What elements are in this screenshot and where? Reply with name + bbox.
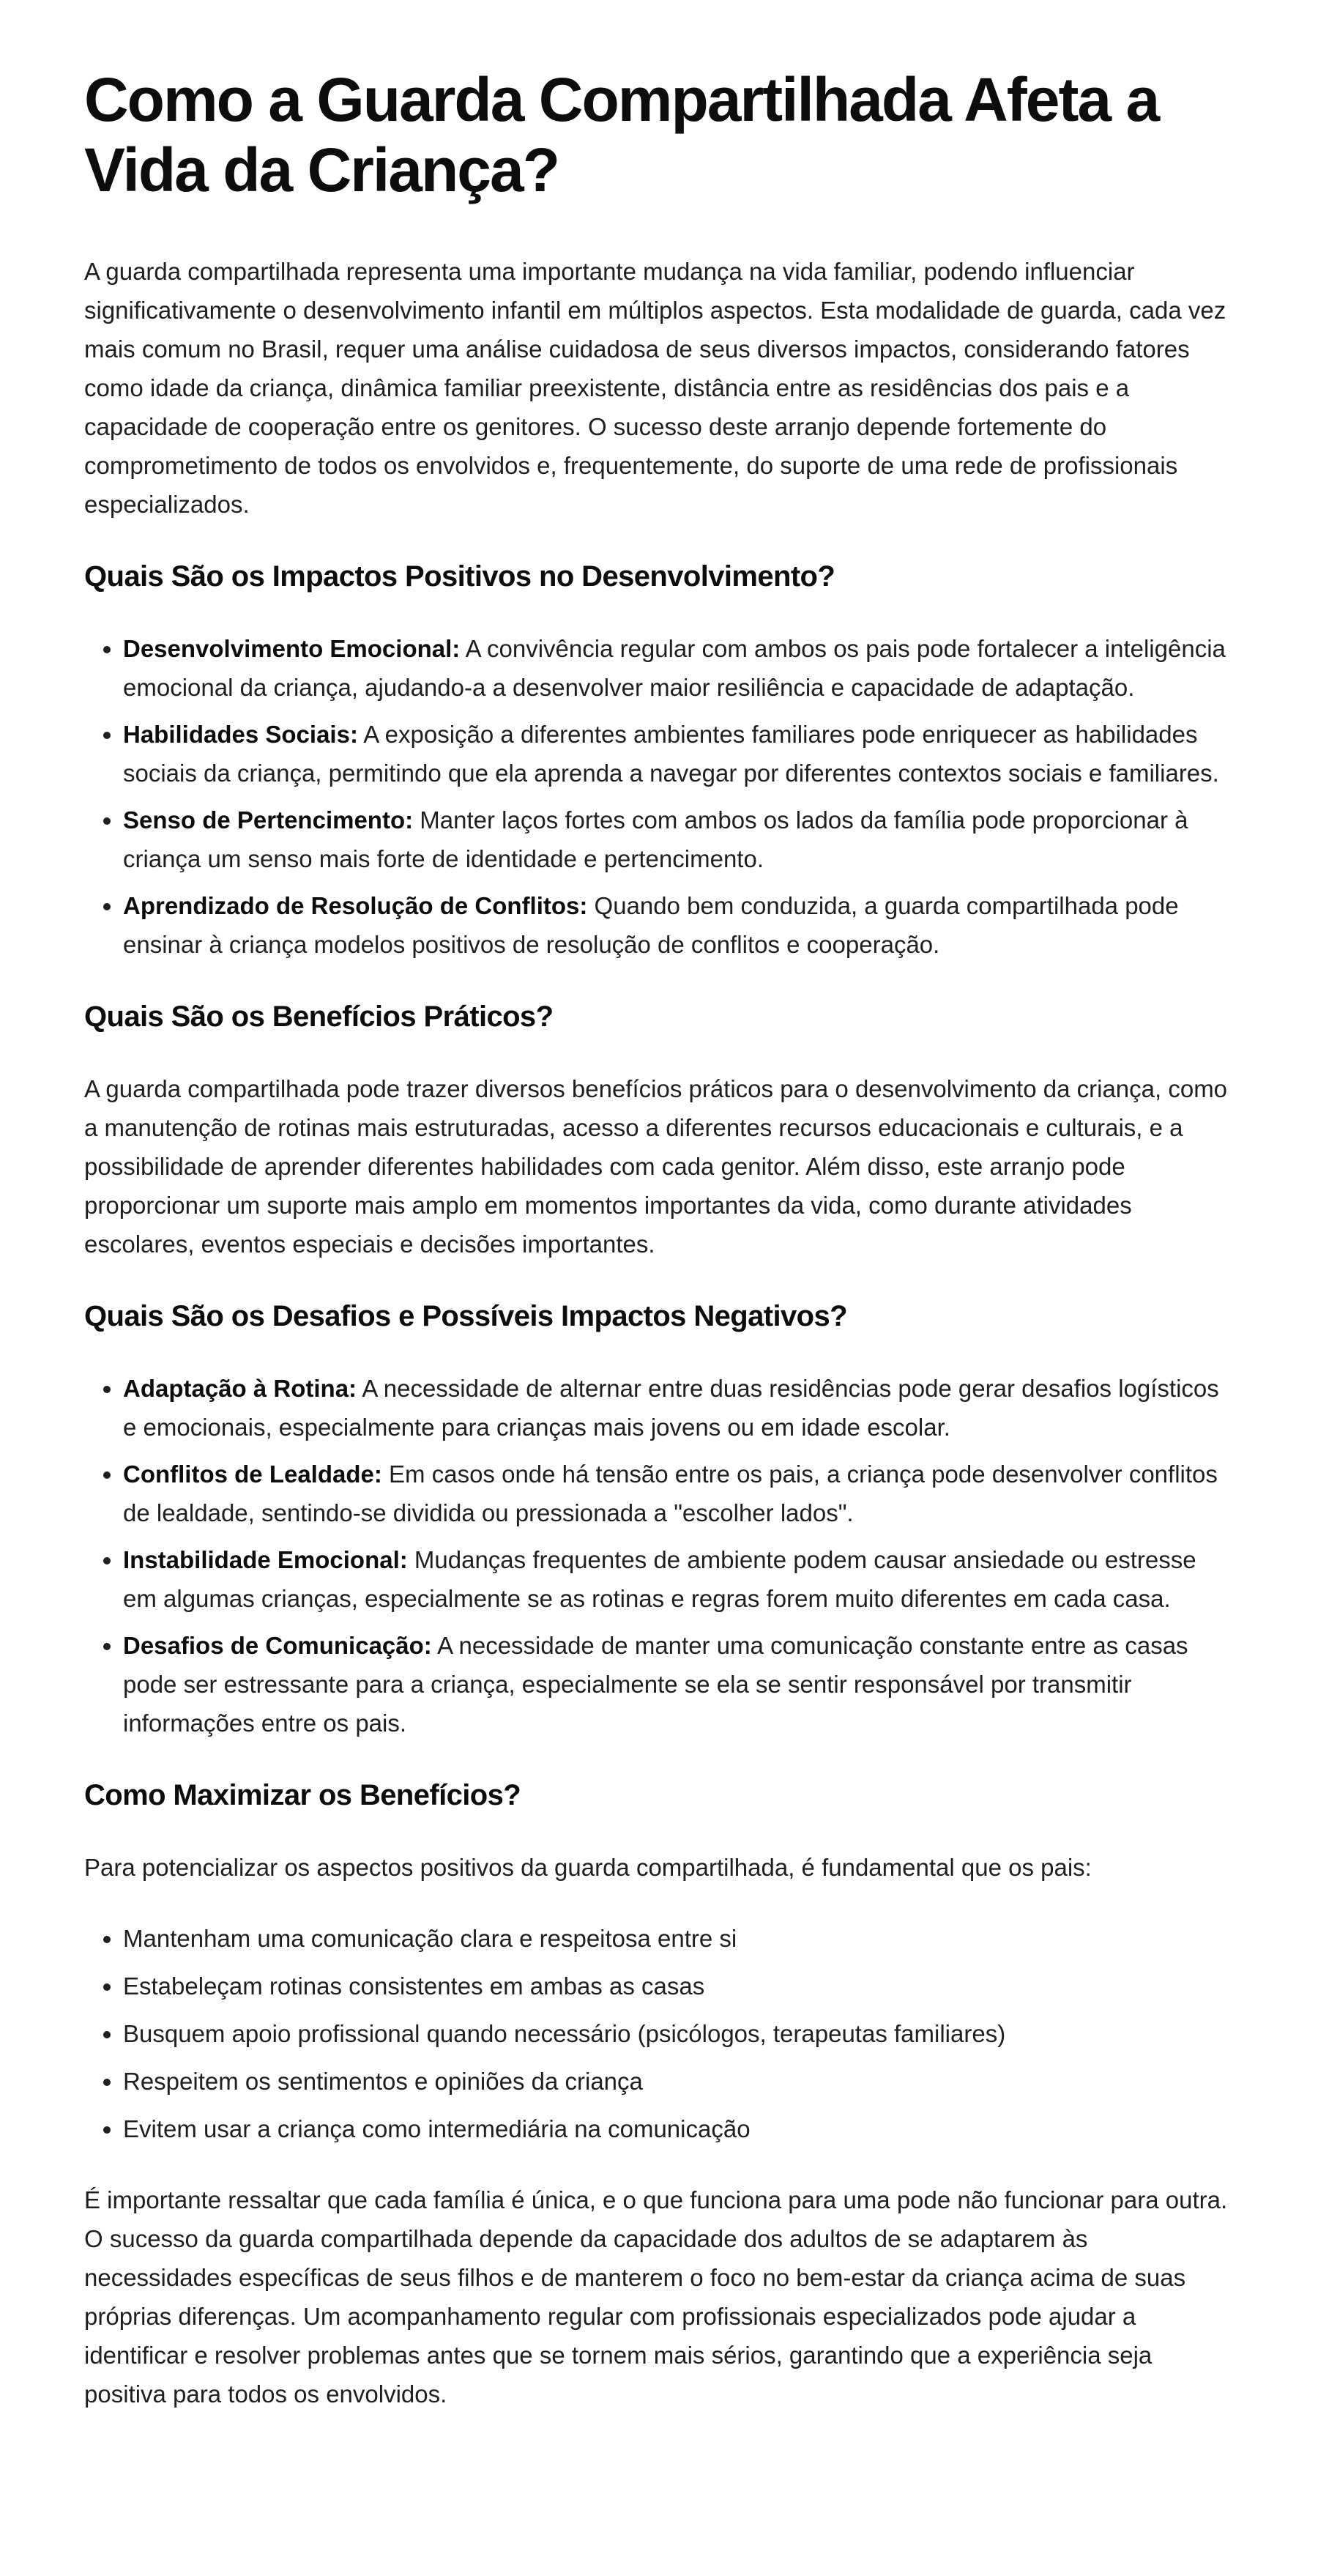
list-item-text: Em casos onde há tensão entre os pais, a criança pode desenvolver conflitos de lealdade, sentindo-se dividida ou pressionada a "escolher lados". <box>123 1460 1218 1526</box>
list-item: • Busquem apoio profissional quando necessário (psicólogos, terapeutas familiares) <box>123 2014 1236 2053</box>
closing-paragraph: É importante ressaltar que cada família é única, e o que funciona para uma pode não funcionar para outra. O sucesso da guarda compartilhada depende da capacidade dos adultos de se adaptarem às necessidades específicas de seus filhos e de manterem o foco no bem-estar da criança acima de suas próprias diferenças. Um acompanhamento regular com profissionais especializados pode ajudar a identificar e resolver problemas antes que se tornem mais sérios, garantindo que a experiência seja positiva para todos os envolvidos. <box>84 2186 1228 2408</box>
list-item: • Mantenham uma comunicação clara e respeitosa entre si <box>123 1919 1236 1958</box>
challenges-list <box>84 1369 1236 1742</box>
maximize-heading: Como Maximizar os Benefícios? <box>84 1779 521 1811</box>
practical-benefits-paragraph: A guarda compartilhada pode trazer diversos benefícios práticos para o desenvolvimento da criança, como a manutenção de rotinas mais estruturadas, acesso a diferentes recursos educacionais e culturais, e a possibilidade de aprender diferentes habilidades com cada genitor. Além disso, este arranjo pode proporcionar um suporte mais amplo em momentos importantes da vida, como durante atividades escolares, eventos especiais e decisões importantes. <box>84 1075 1228 1258</box>
page-title: Como a Guarda Compartilhada Afeta a Vida da Criança? <box>84 65 1159 204</box>
list-item <box>123 801 1236 878</box>
intro-paragraph: A guarda compartilhada representa uma importante mudança na vida familiar, podendo influenciar significativamente o desenvolvimento infantil em múltiplos aspectos. Esta modalidade de guarda, cada vez mais comum no Brasil, requer uma análise cuidadosa de seus diversos impactos, considerando fatores como idade da criança, dinâmica familiar preexistente, distância entre as residências dos pais e a capacidade de cooperação entre os genitores. O sucesso deste arranjo depende fortemente do comprometimento de todos os envolvidos e, frequentemente, do suporte de uma rede de profissionais especializados. <box>84 258 1226 518</box>
list-item-text: A necessidade de manter uma comunicação constante entre as casas pode ser estressante para a criança, especialmente se ela se sentir responsável por transmitir informações entre os pais. <box>123 1632 1188 1737</box>
list-item <box>123 1455 1236 1532</box>
list-item-term: Instabilidade Emocional: <box>123 1546 408 1573</box>
list-item-term: Conflitos de Lealdade: <box>123 1460 382 1488</box>
list-item-text: Mudanças frequentes de ambiente podem causar ansiedade ou estresse em algumas crianças, especialmente se as rotinas e regras forem muito diferentes em cada casa. <box>123 1546 1196 1612</box>
list-item-term: Adaptação à Rotina: <box>123 1375 357 1402</box>
list-item-term: Aprendizado de Resolução de Conflitos: <box>123 892 588 919</box>
list-item-term: Senso de Pertencimento: <box>123 806 414 834</box>
list-item: • Respeitem os sentimentos e opiniões da criança <box>123 2062 1236 2101</box>
list-item <box>123 629 1236 707</box>
list-item: • Evitem usar a criança como intermediária na comunicação <box>123 2109 1236 2148</box>
list-item-term: Desafios de Comunicação: <box>123 1632 432 1659</box>
list-item <box>123 1540 1236 1618</box>
list-item-text: Manter laços fortes com ambos os lados da família pode proporcionar à criança um senso mais forte de identidade e pertencimento. <box>123 806 1188 872</box>
list-item-text: A convivência regular com ambos os pais pode fortalecer a inteligência emocional da criança, ajudando-a a desenvolver maior resiliência e capacidade de adaptação. <box>123 635 1226 701</box>
list-item: • Estabeleçam rotinas consistentes em ambas as casas <box>123 1967 1236 2005</box>
positive-impacts-heading: Quais São os Impactos Positivos no Desenvolvimento? <box>84 560 835 593</box>
list-item-text: Quando bem conduzida, a guarda compartilhada pode ensinar à criança modelos positivos de resolução de conflitos e cooperação. <box>123 892 1179 958</box>
list-item <box>123 715 1236 793</box>
list-item-text: A necessidade de alternar entre duas residências pode gerar desafios logísticos e emocionais, especialmente para crianças mais jovens ou em idade escolar. <box>123 1375 1219 1441</box>
list-item-text: A exposição a diferentes ambientes familiares pode enriquecer as habilidades sociais da criança, permitindo que ela aprenda a navegar por diferentes contextos sociais e familiares. <box>123 721 1219 787</box>
list-item <box>123 1369 1236 1447</box>
list-item-term: Desenvolvimento Emocional: <box>123 635 461 662</box>
list-item-term: Habilidades Sociais: <box>123 721 358 748</box>
positive-impacts-list <box>84 629 1236 964</box>
maximize-intro: Para potencializar os aspectos positivos da guarda compartilhada, é fundamental que os pais: <box>84 1854 1092 1881</box>
list-item <box>123 1626 1236 1742</box>
practical-benefits-heading: Quais São os Benefícios Práticos? <box>84 1001 554 1033</box>
list-item <box>123 886 1236 964</box>
maximize-list <box>84 1919 1236 2148</box>
challenges-heading: Quais São os Desafios e Possíveis Impactos Negativos? <box>84 1300 847 1332</box>
